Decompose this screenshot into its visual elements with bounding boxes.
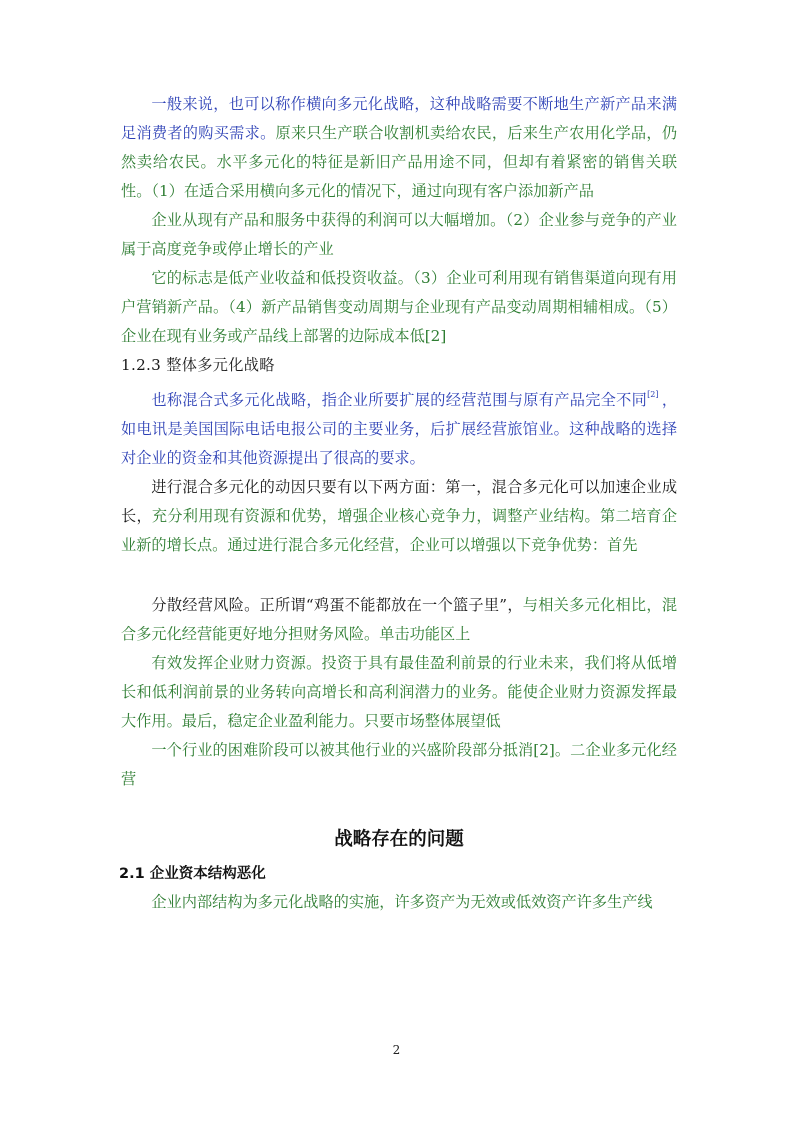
paragraph-low-returns: 它的标志是低产业收益和低投资收益。（3）企业可利用现有销售渠道向现有用户营销新产品。（4）新产品销售变动周期与企业现有产品变动周期相辅相成。（5）企业在现有业务或产品线上部署的边际成本低[2] xyxy=(121,269,677,345)
paragraph-profit-increase: 企业从现有产品和服务中获得的利润可以大幅增加。（2）企业参与竞争的产业属于高度竞争或停止增长的产业 xyxy=(121,211,677,258)
page-number: 2 xyxy=(392,1043,401,1057)
blank-line xyxy=(121,560,677,591)
paragraph-financial-resources: 有效发挥企业财力资源。投资于具有最佳盈利前景的行业未来，我们将从低增长和低利润前景的业务转向高增长和高利润潜力的业务。能使企业财力资源发挥最大作用。最后，稳定企业盈利能力。只要市场整体展望低 xyxy=(121,654,677,730)
paragraph-horizontal-diversification xyxy=(121,90,677,206)
section-title: 战略存在的问题 xyxy=(334,829,464,850)
risk-green-text: 与相关多元化相比，混合多元化经营能更好地分担财务风险。单击功能区上 xyxy=(121,596,678,643)
paragraph-offset-cycles: 一个行业的困难阶段可以被其他行业的兴盛阶段部分抵消[2]。二企业多元化经营 xyxy=(121,741,677,788)
conglomerate-text-part2: ，如电讯是美国国际电话电报公司的主要业务，后扩展经营旅馆业。这种战略的选择对企业的资金和其他资源提出了很高的要求。 xyxy=(121,391,678,467)
conglomerate-text-part1: 也称混合式多元化战略，指企业所要扩展的经营范围与原有产品完全不同 xyxy=(151,391,648,409)
paragraph-motivations xyxy=(121,473,677,560)
motivations-green-text: 充分利用现有资源和优势，增强企业核心竞争力，调整产业结构。第二培育企业新的增长点。通过进行混合多元化经营，企业可以增强以下竞争优势：首先 xyxy=(121,507,678,554)
motivations-dark-text: 进行混合多元化的动因只要有以下两方面：第一，混合多元化可以加速企业成长， xyxy=(121,478,677,525)
citation-superscript: [2] xyxy=(647,390,659,399)
paragraph-blue-text: 一般来说，也可以称作横向多元化战略，这种战略需要不断地生产新产品来满足消费者的购买需求。 xyxy=(121,95,677,142)
paragraph-green-text: 原来只生产联合收割机卖给农民，后来生产农用化学品，仍然卖给农民。水平多元化的特征是新旧产品用途不同，但却有着紧密的销售关联性。（1）在适合采用横向多元化的情况下，通过向现有客户添加新产品 xyxy=(121,124,678,200)
subsection-heading-2-1: 2.1 企业资本结构恶化 xyxy=(119,866,266,882)
paragraph-risk-spreading xyxy=(121,591,677,649)
subsection-heading-1-2-3: 1.2.3 整体多元化战略 xyxy=(121,356,275,374)
paragraph-capital-structure: 企业内部结构为多元化战略的实施，许多资产为无效或低效资产许多生产线 xyxy=(151,893,653,911)
document-body xyxy=(121,90,677,917)
risk-dark-text: 分散经营风险。正所谓“鸡蛋不能都放在一个篮子里”， xyxy=(151,596,523,614)
paragraph-conglomerate-definition xyxy=(121,380,677,473)
